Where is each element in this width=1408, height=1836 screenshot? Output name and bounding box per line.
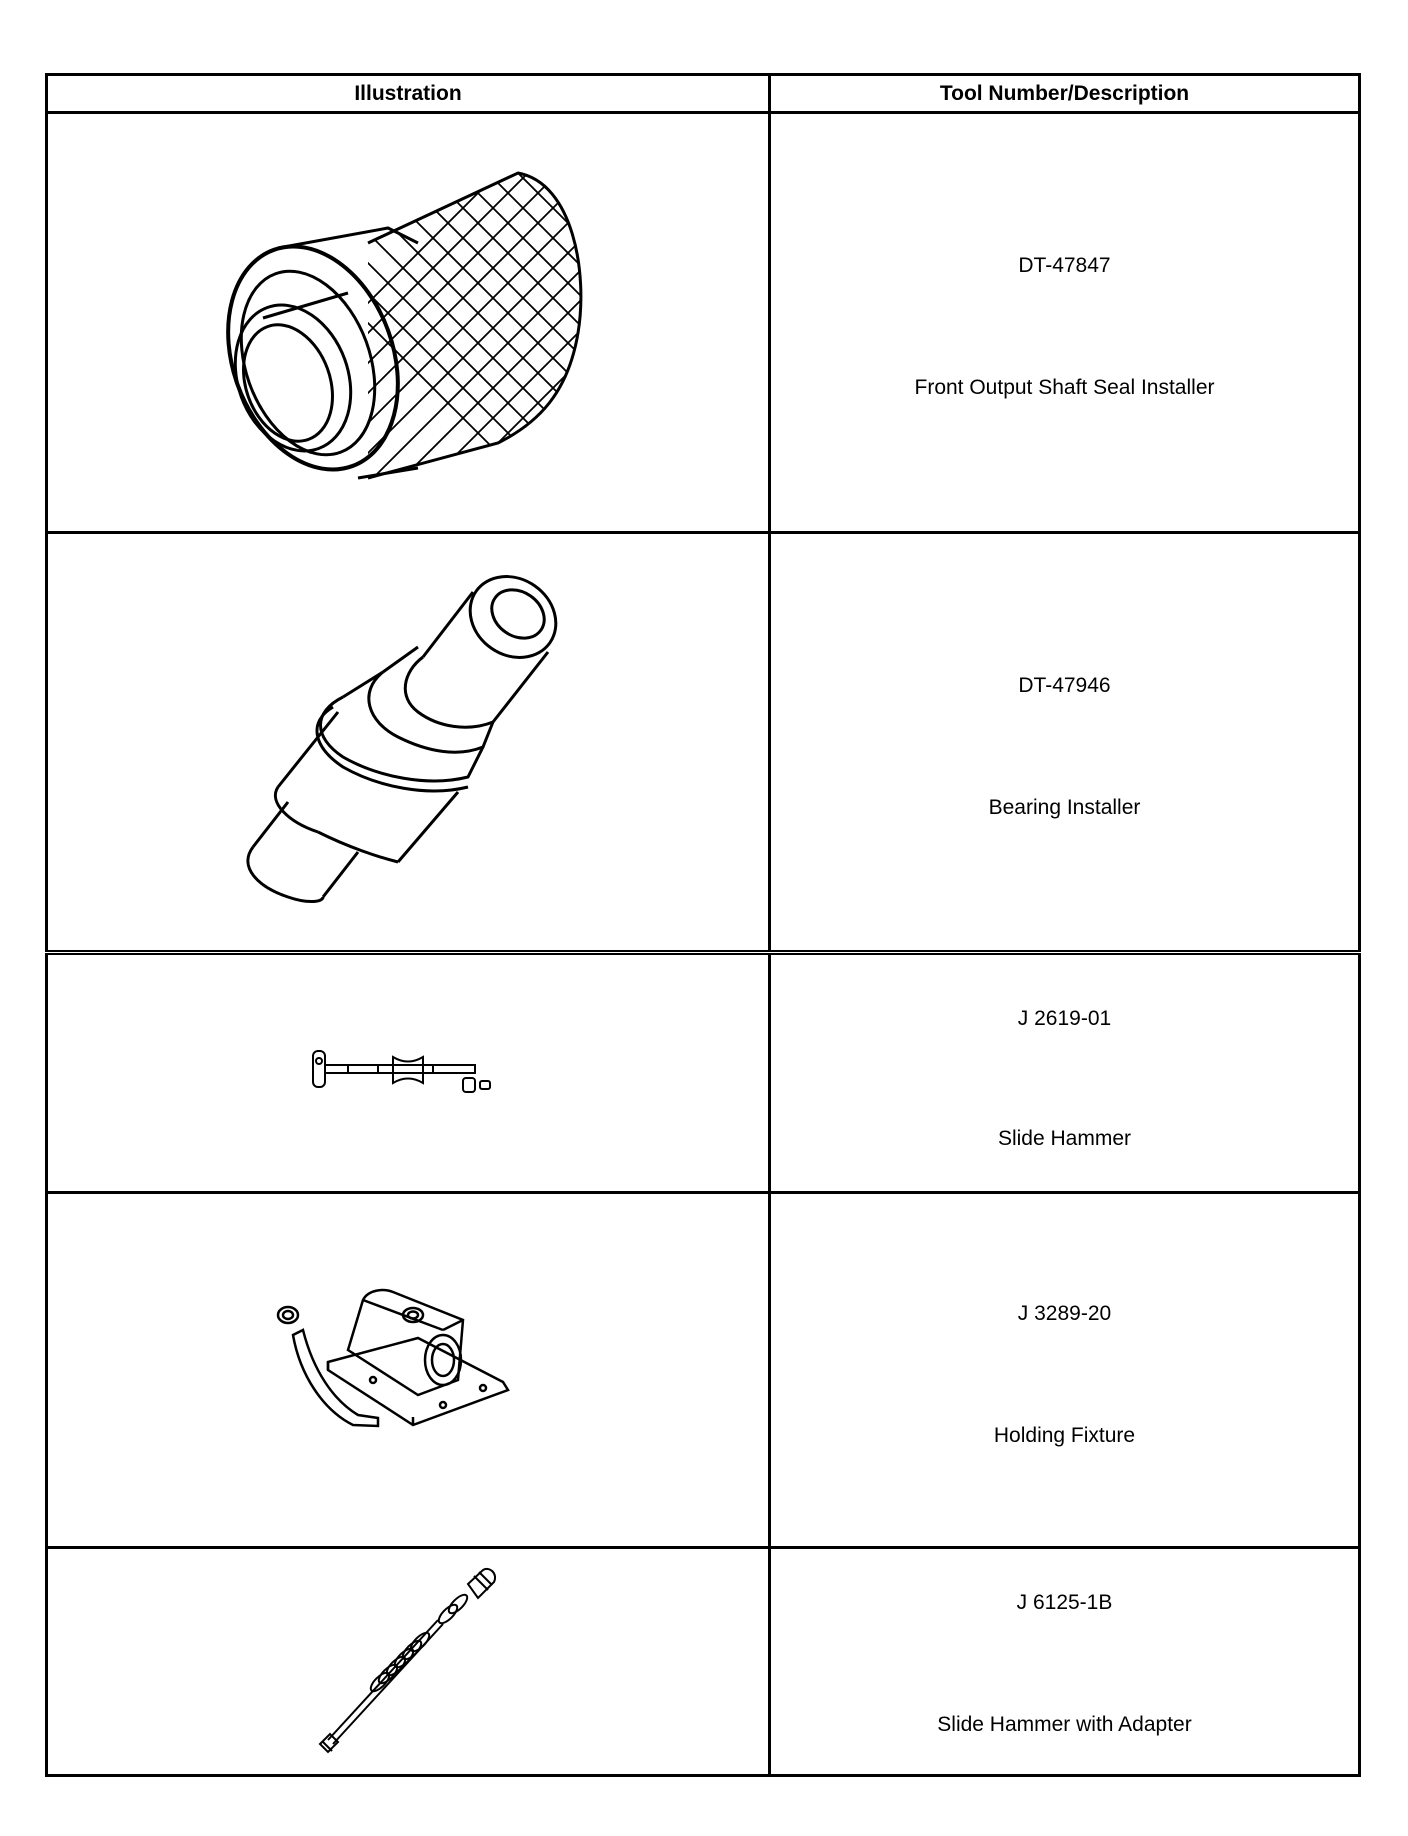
bearing-installer-icon	[218, 562, 598, 922]
illustration-cell	[47, 953, 770, 1193]
tool-description: Holding Fixture	[993, 1424, 1136, 1447]
illustration-cell	[47, 1548, 770, 1776]
illustration-cell	[47, 1193, 770, 1548]
tool-header: Tool Number/Description	[770, 75, 1360, 113]
table-row	[47, 113, 1360, 533]
tool-info-cell	[770, 1548, 1360, 1776]
tool-info-cell	[770, 1193, 1360, 1548]
seal-installer-icon	[218, 153, 598, 493]
tool-number: J 6125-1B	[1016, 1591, 1113, 1614]
tool-description: Bearing Installer	[988, 796, 1141, 819]
special-tools-table	[45, 73, 1361, 1777]
table-row	[47, 953, 1360, 1193]
illustration-cell	[47, 533, 770, 953]
table-row	[47, 533, 1360, 953]
table-row	[47, 1548, 1360, 1776]
table-header-row	[47, 75, 1360, 113]
table-row	[47, 1193, 1360, 1548]
tool-description: Slide Hammer	[997, 1127, 1132, 1150]
tool-info-cell	[770, 533, 1360, 953]
tool-description: Front Output Shaft Seal Installer	[914, 376, 1215, 399]
tool-description: Slide Hammer with Adapter	[937, 1713, 1192, 1736]
tool-info-cell	[770, 953, 1360, 1193]
tool-number: J 2619-01	[1017, 1007, 1112, 1030]
holding-fixture-icon	[268, 1270, 548, 1470]
tool-number: DT-47946	[1018, 674, 1111, 697]
slide-hammer-adapter-icon	[308, 1562, 508, 1762]
illustration-cell	[47, 113, 770, 533]
tool-number: J 3289-20	[1017, 1302, 1112, 1325]
illustration-header: Illustration	[47, 75, 770, 113]
slide-hammer-icon	[308, 1043, 508, 1103]
tool-info-cell	[770, 113, 1360, 533]
tool-number: DT-47847	[1018, 254, 1111, 277]
